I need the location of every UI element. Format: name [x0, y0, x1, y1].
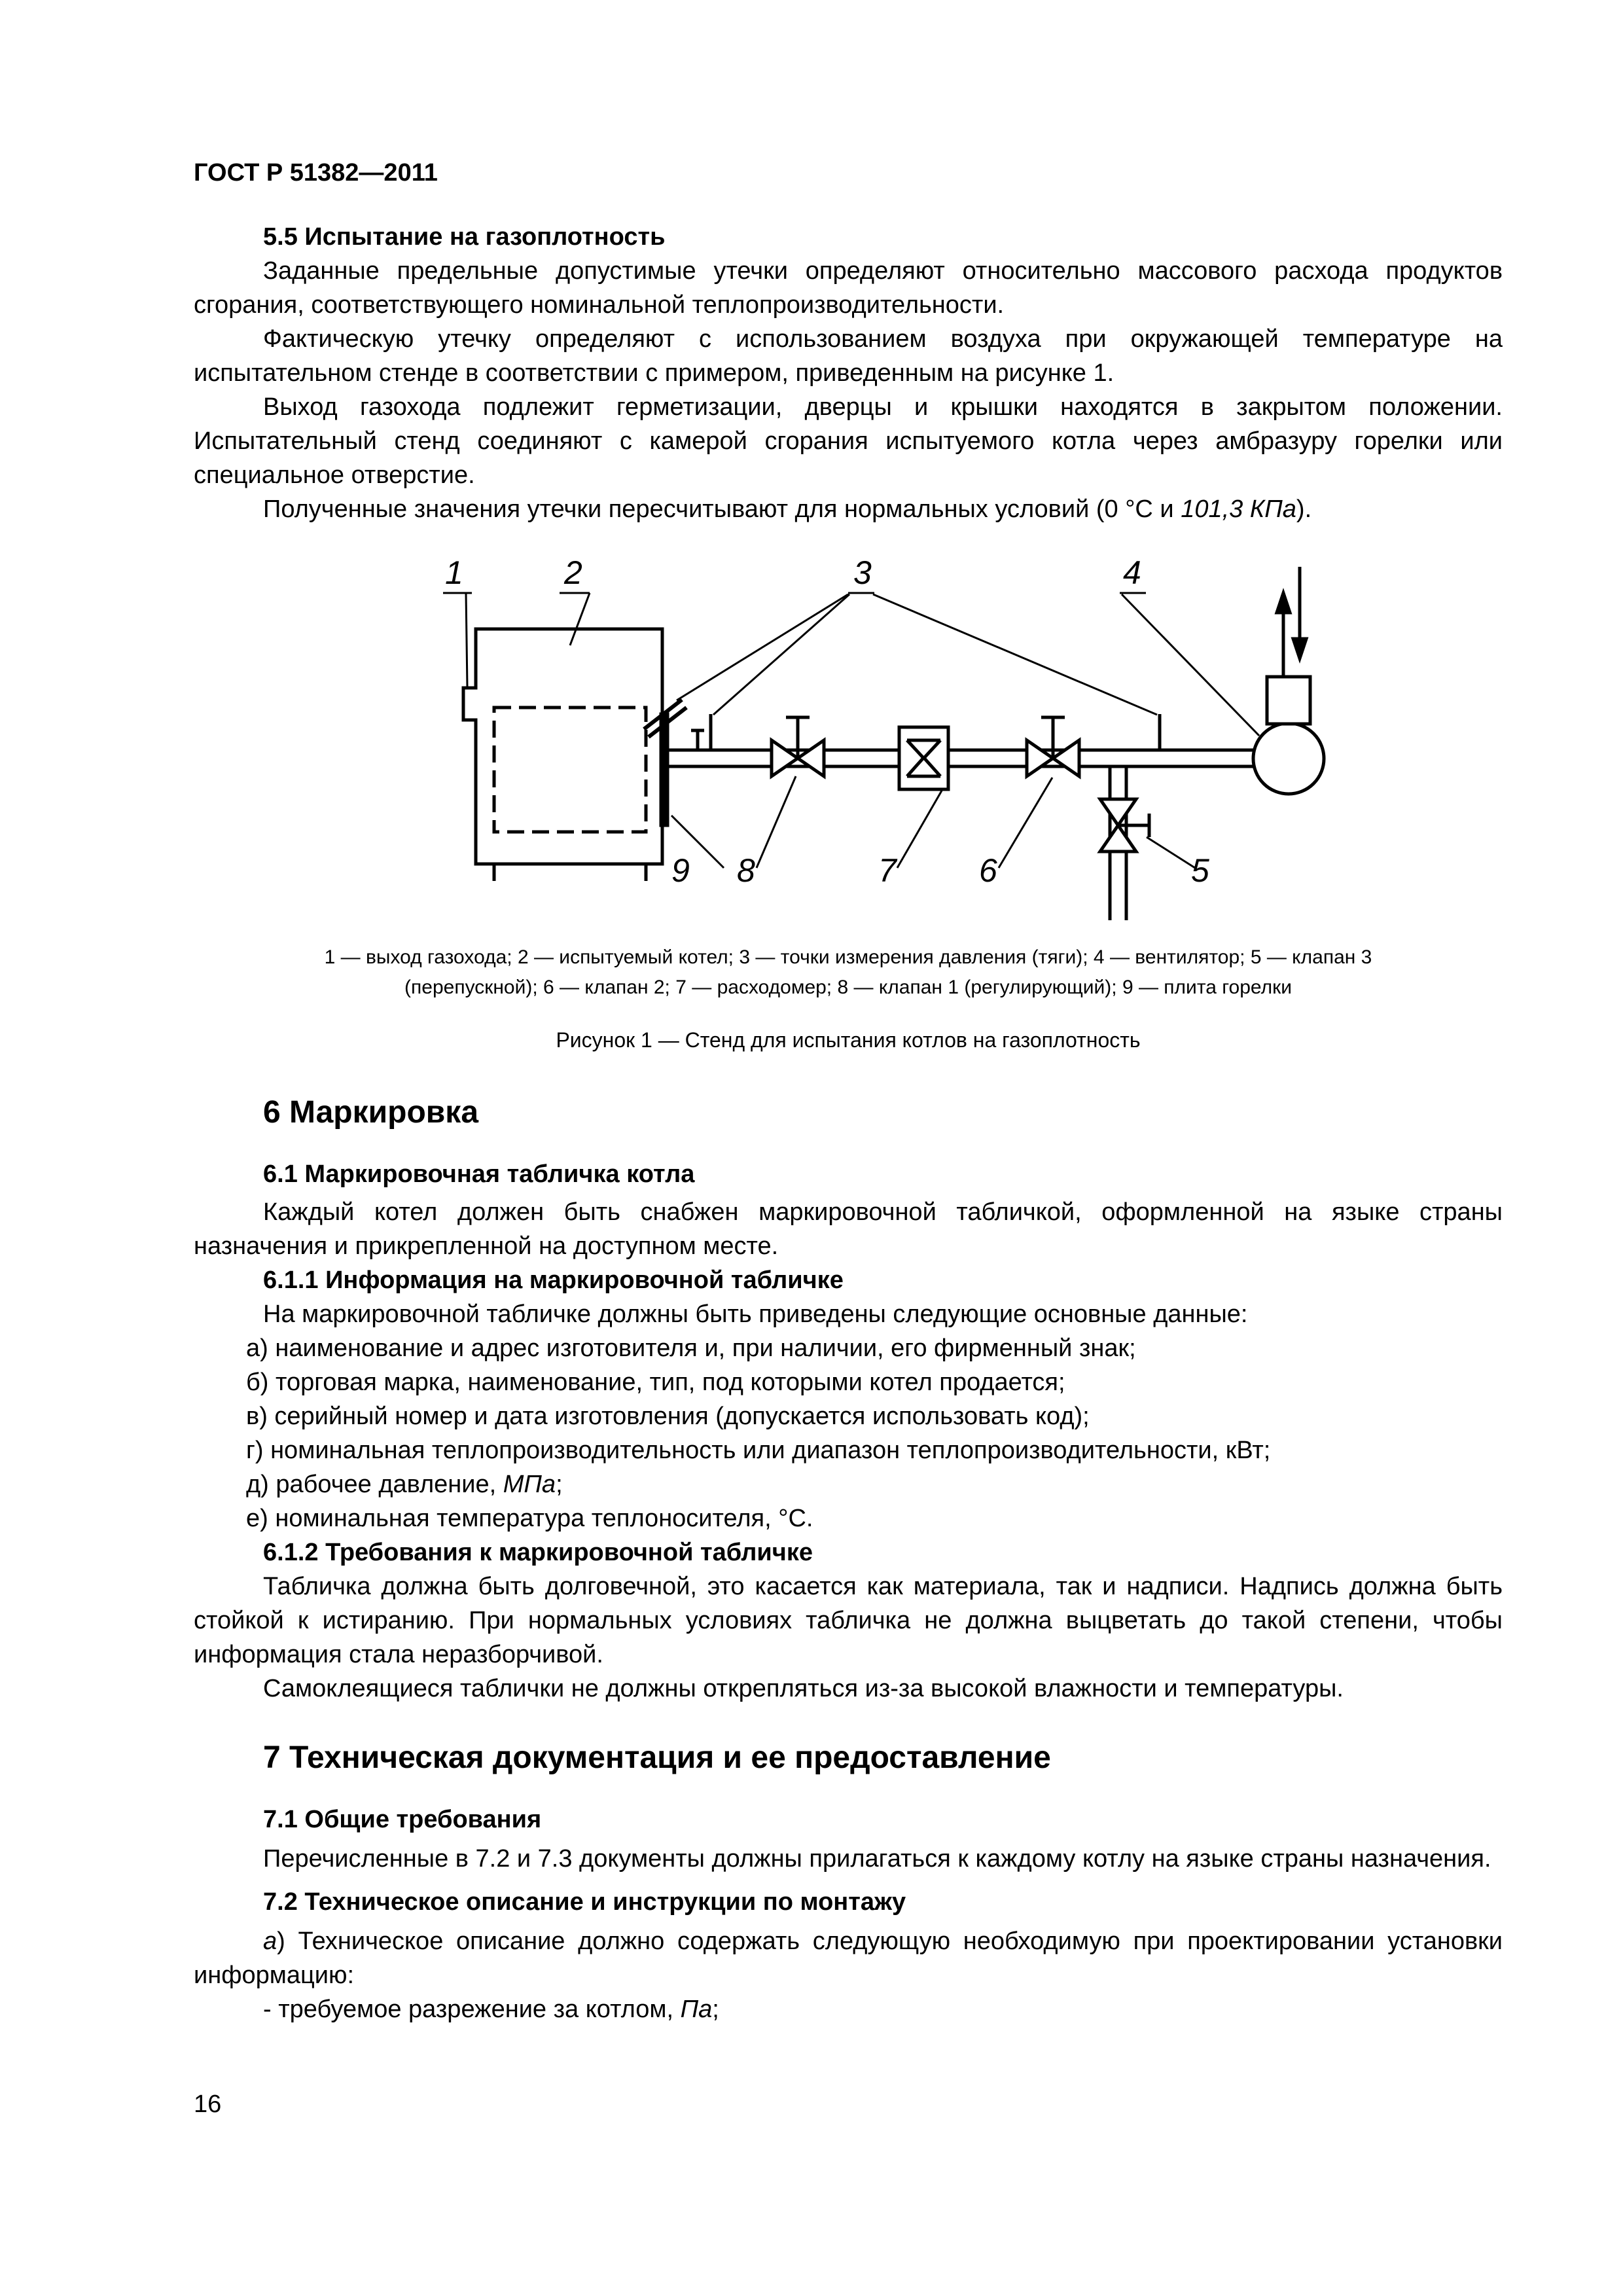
document-code-header: ГОСТ Р 51382—2011: [194, 159, 438, 187]
label-6: 6: [979, 852, 997, 889]
section-6-1-2-paragraph-1: Табличка должна быть долговечной, это касается как материала, так и надписи. Надпись должна быть стойкой к истиранию. При нормальных условиях табличка не должна выцветать до такой степени, чтобы информация стала неразборчивой.: [194, 1573, 1503, 1668]
figure-legend-line-2: (перепускной); 6 — клапан 2; 7 — расходомер; 8 — клапан 1 (регулирующий); 9 — плита горелки: [404, 977, 1292, 998]
test-stand-figure: [194, 554, 1503, 920]
section-5-5-title: 5.5 Испытание на газоплотность: [263, 223, 666, 251]
label-7: 7: [878, 852, 897, 889]
page-number: 16: [194, 2090, 222, 2118]
list-item: е) номинальная температура теплоносителя, °С.: [246, 1505, 813, 1532]
list-item: г) номинальная теплопроизводительность или диапазон теплопроизводительности, кВт;: [246, 1437, 1271, 1464]
section-6-title: 6 Маркировка: [263, 1095, 479, 1130]
label-8: 8: [737, 852, 755, 889]
section-5-5-paragraph-1: Заданные предельные допустимые утечки определяют относительно массового расхода продуктов сгорания, соответствующего номинальной теплопроизводительности.: [194, 257, 1503, 319]
section-7-2-paragraph-a: а) Техническое описание должно содержать следующую необходимую при проектировании установки информацию:: [194, 1928, 1503, 1989]
label-3: 3: [853, 554, 872, 591]
list-item: б) торговая марка, наименование, тип, под которыми котел продается;: [246, 1369, 1065, 1396]
list-item: в) серийный номер и дата изготовления (допускается использовать код);: [246, 1403, 1090, 1430]
burner-plate: [661, 714, 668, 825]
figure-legend-line-1: 1 — выход газохода; 2 — испытуемый котел; 3 — точки измерения давления (тяги); 4 — вентилятор; 5 — клапан 3: [324, 946, 1372, 968]
label-2: 2: [564, 554, 582, 591]
label-9: 9: [671, 852, 690, 889]
label-1: 1: [445, 554, 463, 591]
section-5-5-paragraph-4: Полученные значения утечки пересчитывают для нормальных условий (0 °С и 101,3 КПа).: [263, 495, 1312, 523]
section-5-5-paragraph-2: Фактическую утечку определяют с использованием воздуха при окружающей температуре на испытательном стенде в соответствии с примером, приведенным на рисунке 1.: [194, 325, 1503, 387]
list-item: а) наименование и адрес изготовителя и, при наличии, его фирменный знак;: [246, 1335, 1136, 1362]
section-6-1-1-title: 6.1.1 Информация на маркировочной табличке: [263, 1266, 844, 1294]
list-item: д) рабочее давление, МПа;: [246, 1471, 563, 1498]
fan-symbol: [1253, 723, 1324, 794]
section-6-1-paragraph: Каждый котел должен быть снабжен маркировочной табличкой, оформленной на языке страны назначения и прикрепленной на доступном месте.: [194, 1198, 1503, 1260]
figure-title: Рисунок 1 — Стенд для испытания котлов на газоплотность: [556, 1028, 1141, 1052]
section-7-2-title: 7.2 Техническое описание и инструкции по монтажу: [263, 1888, 906, 1916]
section-5-5-paragraph-3: Выход газохода подлежит герметизации, дверцы и крышки находятся в закрытом положении. Испытательный стенд соединяют с камерой сгорания испытуемого котла через амбразуру горелки или специальное отверстие.: [194, 393, 1503, 489]
section-6-1-2-title: 6.1.2 Требования к маркировочной табличке: [263, 1539, 813, 1566]
test-stand-diagram: [194, 554, 1503, 920]
section-6-1-1-intro: На маркировочной табличке должны быть приведены следующие основные данные:: [263, 1300, 1248, 1328]
section-7-2-item: - требуемое разрежение за котлом, Па;: [263, 1996, 719, 2023]
section-7-title: 7 Техническая документация и ее предоставление: [263, 1740, 1051, 1775]
combustion-chamber-outline: [494, 708, 646, 832]
label-5: 5: [1191, 852, 1209, 889]
section-6-1-2-paragraph-2: Самоклеящиеся таблички не должны открепляться из-за высокой влажности и температуры.: [263, 1675, 1344, 1702]
document-page: [194, 157, 1503, 2026]
section-7-1-title: 7.1 Общие требования: [263, 1806, 542, 1833]
label-4: 4: [1123, 554, 1141, 591]
section-6-1-title: 6.1 Маркировочная табличка котла: [263, 1160, 695, 1188]
section-7-1-paragraph: Перечисленные в 7.2 и 7.3 документы должны прилагаться к каждому котлу на языке страны назначения.: [263, 1845, 1491, 1873]
